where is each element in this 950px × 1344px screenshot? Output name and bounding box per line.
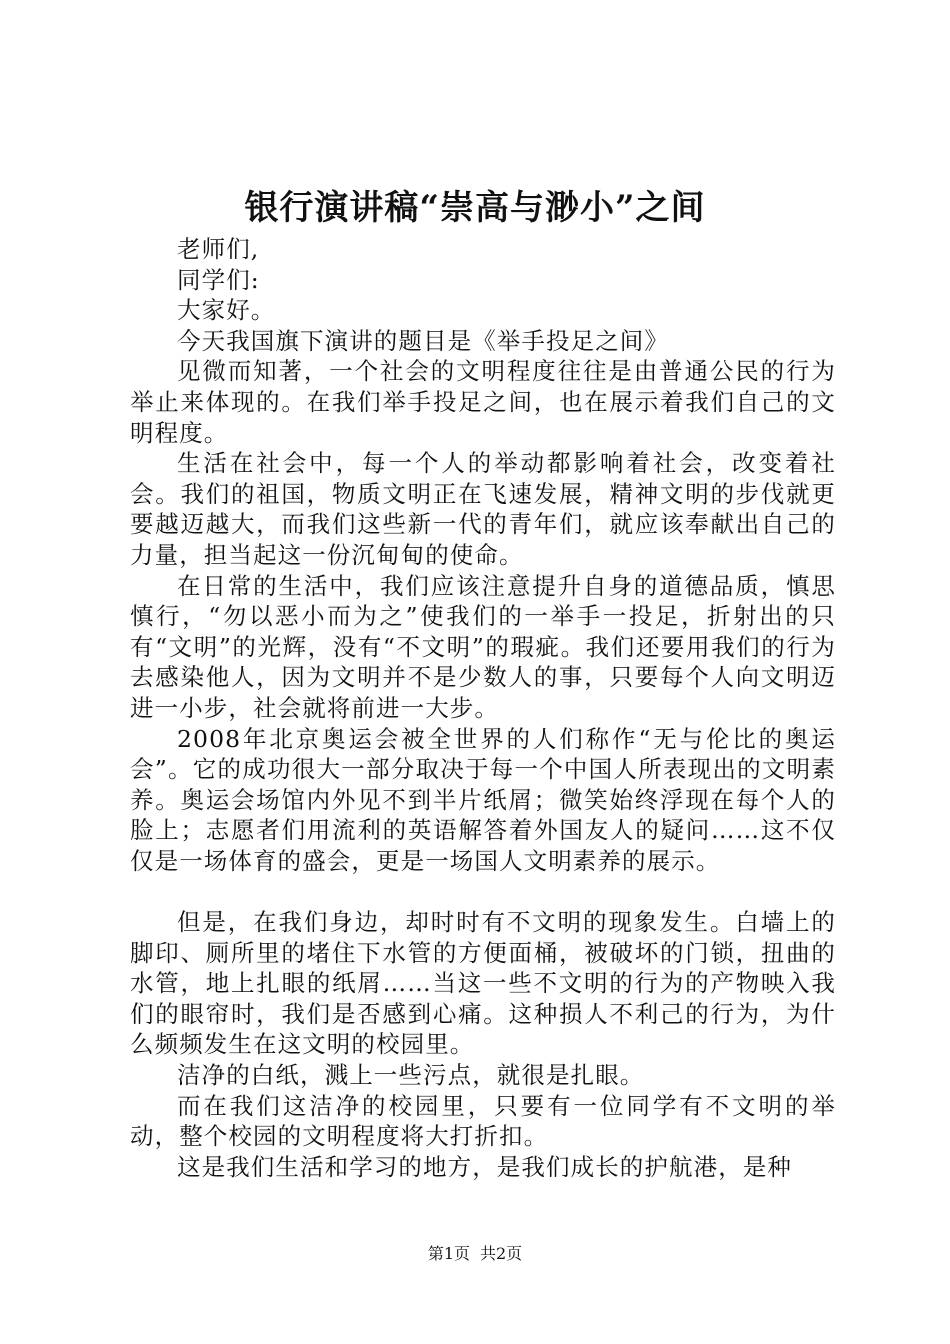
paragraph: 这是我们生活和学习的地方，是我们成长的护航港，是种 [177,1152,792,1181]
greeting-everyone: 大家好。 [177,296,276,325]
greeting-teachers: 老师们, [177,235,260,263]
document-body [130,234,836,1182]
paragraph: 洁净的白纸，溅上一些污点，就很是扎眼。 [177,1061,645,1090]
paragraph: 而在我们这洁净的校园里，只要有一位同学有不文明的举动，整个校园的文明程度将大打折扣。 [130,1091,836,1151]
page-footer [0,1243,950,1265]
paragraph: 见微而知著，一个社会的文明程度往往是由普通公民的行为举止来体现的。在我们举手投足之间，也在展示着我们自己的文明程度。 [130,357,836,447]
paragraph-topic: 今天我国旗下演讲的题目是《举手投足之间》 [177,326,669,355]
document-title: 银行演讲稿“崇高与渺小”之间 [244,188,706,228]
paragraph: 生活在社会中，每一个人的举动都影响着社会，改变着社会。我们的祖国，物质文明正在飞速发展，精神文明的步伐就更要越迈越大，而我们这些新一代的青年们，就应该奉献出自己的力量，担当起这一份沉甸甸的使命。 [130,449,836,569]
paragraph: 在日常的生活中，我们应该注意提升自身的道德品质，慎思慎行，“勿以恶小而为之”使我们的一举手一投足，折射出的只有“文明”的光辉，没有“不文明”的瑕疵。我们还要用我们的行为去感染他人，因为文明并不是少数人的事，只要每个人向文明迈进一小步，社会就将前进一大步。 [130,571,836,722]
page-total: 共2页 [480,1244,523,1263]
greeting-students: 同学们: [177,265,260,294]
paragraph: 2008年北京奥运会被全世界的人们称作“无与伦比的奥运会”。它的成功很大一部分取决于每一个中国人所表现出的文明素养。奥运会场馆内外见不到半片纸屑；微笑始终浮现在每个人的脸上；志愿者们用流利的英语解答着外国友人的疑问……这不仅仅是一场体育的盛会，更是一场国人文明素养的展示。 [130,724,836,875]
page-number: 第1页 [427,1244,470,1263]
paragraph: 但是，在我们身边，却时时有不文明的现象发生。白墙上的脚印、厕所里的堵住下水管的方便面桶，被破坏的门锁，扭曲的水管，地上扎眼的纸屑……当这一些不文明的行为的产物映入我们的眼帘时，我们是否感到心痛。这种损人不利己的行为，为什么频频发生在这文明的校园里。 [130,908,836,1059]
